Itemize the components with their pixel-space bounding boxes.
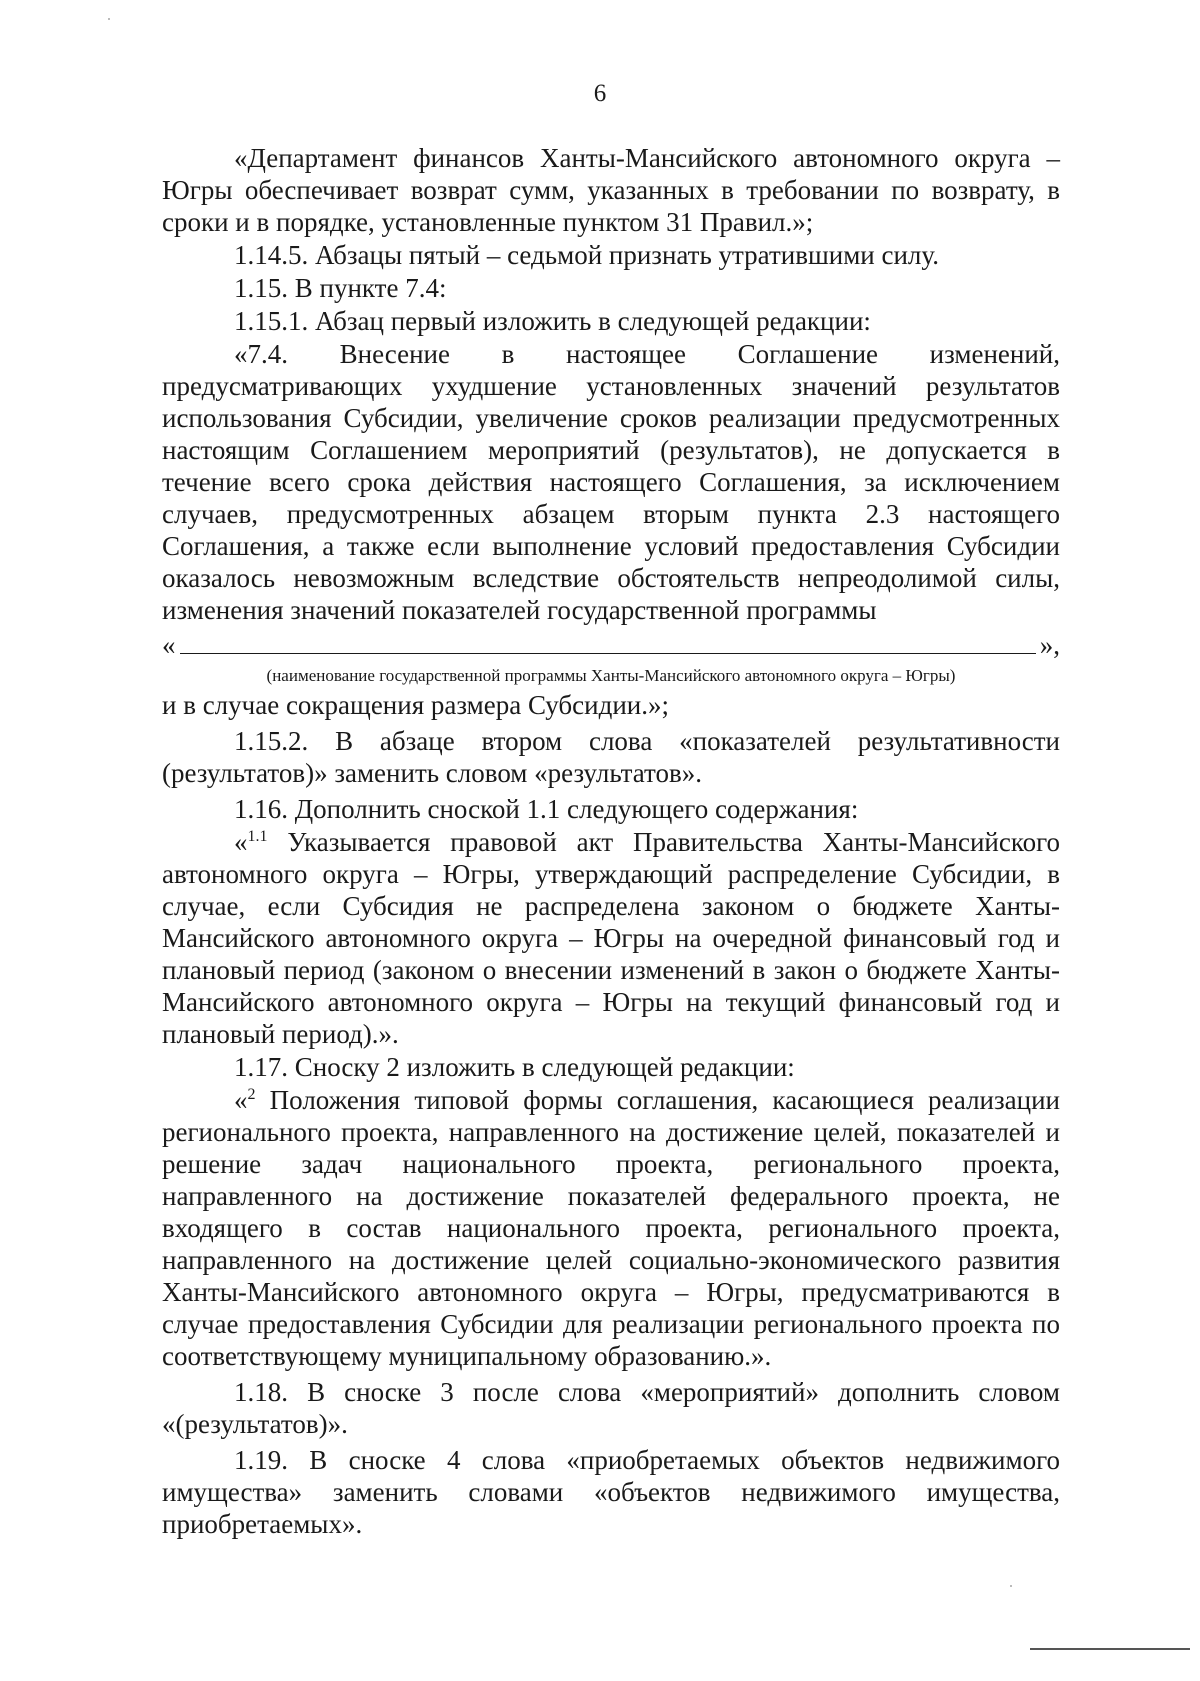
paragraph-footnote-1-1	[162, 826, 1060, 1050]
footnote-1-1-text: Указывается правовой акт Правительства Ханты-Мансийского автономного округа – Югры, утверждающий распределение Субсидии, в случае, если Субсидия не распределена законом о бюджете Ханты-Мансийского автономного округа – Югры на очередной финансовый год и плановый период (законом о внесении изменений в закон о бюджете Ханты-Мансийского автономного округа – Югры на текущий финансовый год и плановый период).».	[162, 827, 1060, 1049]
scan-speck	[108, 18, 110, 20]
paragraph-footnote-2	[162, 1084, 1060, 1372]
blank-caption: (наименование государственной программы Ханты-Мансийского автономного округа – Югры)	[266, 666, 956, 685]
paragraph-1-15-1: 1.15.1. Абзац первый изложить в следующей редакции:	[234, 306, 871, 336]
program-name-blank	[162, 627, 1060, 661]
document-body	[162, 142, 1060, 1541]
paragraph-1-15-2: 1.15.2. В абзаце втором слова «показателей результативности (результатов)» заменить словом «результатов».	[162, 726, 1060, 788]
page-number: 6	[593, 80, 607, 107]
paragraph-1-18: 1.18. В сноске 3 после слова «мероприятий» дополнить словом «(результатов)».	[162, 1377, 1060, 1439]
blank-close-quote: »,	[1039, 630, 1060, 660]
blank-open-quote: «	[162, 630, 176, 660]
scan-edge-mark	[1030, 1648, 1190, 1650]
footnote-2-open-quote: «	[234, 1085, 248, 1115]
blank-underline	[180, 653, 1036, 654]
paragraph-1-16: 1.16. Дополнить сноской 1.1 следующего содержания:	[234, 794, 859, 824]
paragraph-1-17: 1.17. Сноску 2 изложить в следующей редакции:	[234, 1052, 795, 1082]
paragraph-1-19: 1.19. В сноске 4 слова «приобретаемых объектов недвижимого имущества» заменить словами «объектов недвижимого имущества, приобретаемых».	[162, 1445, 1060, 1539]
paragraph-1-15: 1.15. В пункте 7.4:	[234, 273, 447, 303]
paragraph-1-14-5: 1.14.5. Абзацы пятый – седьмой признать утратившими силу.	[234, 240, 939, 270]
footnote-marker-2: 2	[247, 1086, 256, 1103]
scan-speck	[1010, 1585, 1012, 1587]
paragraph-subsidy-reduction: и в случае сокращения размера Субсидии.»;	[162, 690, 669, 720]
footnote-marker-1-1: 1.1	[247, 828, 268, 845]
footnote-open-quote: «	[234, 827, 248, 857]
footnote-2-text: Положения типовой формы соглашения, касающиеся реализации регионального проекта, направленного на достижение целей, показателей и решение задач национального проекта, регионального проекта, направленного на достижение показателей федерального проекта, не входящего в состав национального проекта, регионального проекта, направленного на достижение целей социально-экономического развития Ханты-Мансийского автономного округа – Югры, предусматриваются в случае предоставления Субсидии для реализации регионального проекта по соответствующему муниципальному образованию.».	[162, 1085, 1060, 1371]
paragraph-7-4-quote: «7.4. Внесение в настоящее Соглашение изменений, предусматривающих ухудшение установленных значений результатов использования Субсидии, увеличение сроков реализации предусмотренных настоящим Соглашением мероприятий (результатов), не допускается в течение всего срока действия настоящего Соглашения, за исключением случаев, предусмотренных абзацем вторым пункта 2.3 настоящего Соглашения, а также если выполнение условий предоставления Субсидии оказалось невозможным вследствие обстоятельств непреодолимой силы, изменения значений показателей государственной программы	[162, 339, 1060, 625]
paragraph-return-of-funds: «Департамент финансов Ханты-Мансийского автономного округа – Югры обеспечивает возврат сумм, указанных в требовании по возврату, в сроки и в порядке, установленные пунктом 31 Правил.»;	[162, 143, 1060, 237]
